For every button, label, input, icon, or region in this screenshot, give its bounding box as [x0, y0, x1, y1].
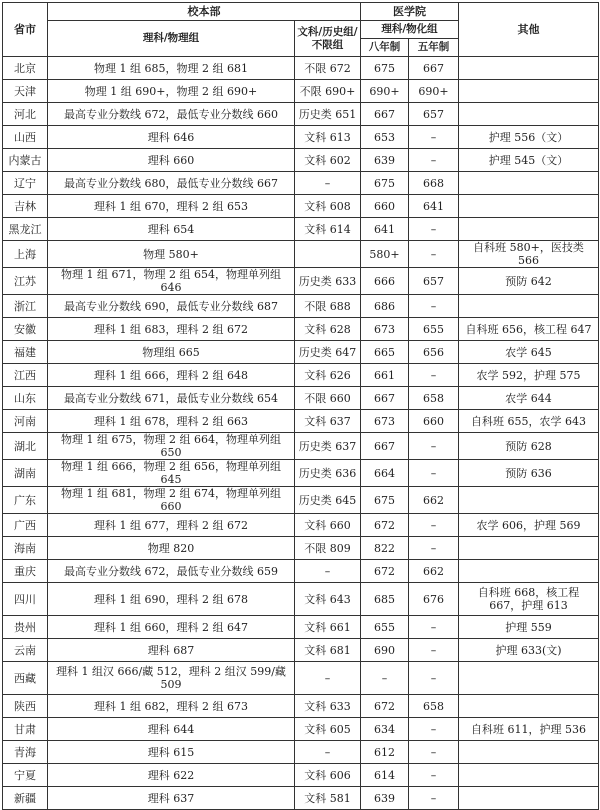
- liberal-history-cell: –: [295, 560, 361, 583]
- eight-year-cell: 675: [361, 487, 409, 514]
- liberal-history-cell: 历史类 637: [295, 433, 361, 460]
- other-cell: [459, 218, 599, 241]
- science-physics-cell: 最高专业分数线 672，最低专业分数线 660: [48, 103, 295, 126]
- eight-year-cell: 655: [361, 616, 409, 639]
- other-cell: [459, 103, 599, 126]
- five-year-cell: –: [409, 295, 459, 318]
- science-physics-cell: 理科 660: [48, 149, 295, 172]
- five-year-cell: 657: [409, 268, 459, 295]
- liberal-history-cell: 文科 581: [295, 787, 361, 810]
- five-year-cell: 690+: [409, 80, 459, 103]
- table-row: [3, 616, 599, 639]
- other-cell: [459, 172, 599, 195]
- eight-year-cell: 672: [361, 514, 409, 537]
- science-physics-cell: 物理 1 组 690+，物理 2 组 690+: [48, 80, 295, 103]
- eight-year-cell: 612: [361, 741, 409, 764]
- five-year-cell: 668: [409, 172, 459, 195]
- province-cell: 甘肃: [3, 718, 48, 741]
- province-cell: 辽宁: [3, 172, 48, 195]
- eight-year-cell: 685: [361, 583, 409, 616]
- province-cell: 上海: [3, 241, 48, 268]
- table-row: [3, 268, 599, 295]
- eight-year-cell: 660: [361, 195, 409, 218]
- other-cell: [459, 662, 599, 695]
- other-cell: 农学 592，护理 575: [459, 364, 599, 387]
- table-row: [3, 126, 599, 149]
- table-row: [3, 741, 599, 764]
- science-physics-cell: 理科 622: [48, 764, 295, 787]
- liberal-history-cell: 文科 613: [295, 126, 361, 149]
- eight-year-cell: 675: [361, 172, 409, 195]
- table-row: [3, 410, 599, 433]
- science-physics-cell: 理科 615: [48, 741, 295, 764]
- other-cell: [459, 80, 599, 103]
- province-cell: 云南: [3, 639, 48, 662]
- province-cell: 安徽: [3, 318, 48, 341]
- table-row: [3, 487, 599, 514]
- other-cell: 农学 606，护理 569: [459, 514, 599, 537]
- province-cell: 江西: [3, 364, 48, 387]
- five-year-cell: –: [409, 741, 459, 764]
- five-year-cell: 662: [409, 487, 459, 514]
- five-year-cell: –: [409, 149, 459, 172]
- five-year-cell: 656: [409, 341, 459, 364]
- other-cell: [459, 741, 599, 764]
- five-year-cell: 641: [409, 195, 459, 218]
- table-row: [3, 103, 599, 126]
- province-cell: 黑龙江: [3, 218, 48, 241]
- header-five-year: 五年制: [409, 39, 459, 57]
- five-year-cell: –: [409, 537, 459, 560]
- liberal-history-cell: 文科 608: [295, 195, 361, 218]
- science-physics-cell: 理科 1 组汉 666/藏 512，理科 2 组汉 599/藏 509: [48, 662, 295, 695]
- eight-year-cell: 580+: [361, 241, 409, 268]
- liberal-history-cell: 历史类 647: [295, 341, 361, 364]
- province-cell: 内蒙古: [3, 149, 48, 172]
- table-row: [3, 639, 599, 662]
- other-cell: 预防 636: [459, 460, 599, 487]
- five-year-cell: 658: [409, 695, 459, 718]
- table-row: [3, 718, 599, 741]
- eight-year-cell: 666: [361, 268, 409, 295]
- liberal-history-cell: 文科 626: [295, 364, 361, 387]
- liberal-history-cell: 不限 688: [295, 295, 361, 318]
- table-row: [3, 560, 599, 583]
- eight-year-cell: –: [361, 662, 409, 695]
- eight-year-cell: 639: [361, 787, 409, 810]
- province-cell: 河北: [3, 103, 48, 126]
- eight-year-cell: 639: [361, 149, 409, 172]
- eight-year-cell: 822: [361, 537, 409, 560]
- eight-year-cell: 672: [361, 695, 409, 718]
- other-cell: 自科班 668，核工程 667，护理 613: [459, 583, 599, 616]
- other-cell: 护理 556（文）: [459, 126, 599, 149]
- science-physics-cell: 理科 1 组 682，理科 2 组 673: [48, 695, 295, 718]
- five-year-cell: –: [409, 787, 459, 810]
- science-physics-cell: 物理 820: [48, 537, 295, 560]
- province-cell: 湖北: [3, 433, 48, 460]
- liberal-history-cell: 文科 643: [295, 583, 361, 616]
- table-row: [3, 460, 599, 487]
- science-physics-cell: 最高专业分数线 672，最低专业分数线 659: [48, 560, 295, 583]
- science-physics-cell: 物理 1 组 685，物理 2 组 681: [48, 57, 295, 80]
- liberal-history-cell: [295, 241, 361, 268]
- liberal-history-cell: 文科 628: [295, 318, 361, 341]
- province-cell: 山西: [3, 126, 48, 149]
- science-physics-cell: 理科 637: [48, 787, 295, 810]
- eight-year-cell: 665: [361, 341, 409, 364]
- science-physics-cell: 理科 1 组 677，理科 2 组 672: [48, 514, 295, 537]
- other-cell: [459, 487, 599, 514]
- province-cell: 青海: [3, 741, 48, 764]
- other-cell: [459, 787, 599, 810]
- other-cell: 预防 642: [459, 268, 599, 295]
- liberal-history-cell: 历史类 633: [295, 268, 361, 295]
- other-cell: 预防 628: [459, 433, 599, 460]
- science-physics-cell: 理科 1 组 660，理科 2 组 647: [48, 616, 295, 639]
- science-physics-cell: 理科 646: [48, 126, 295, 149]
- science-physics-cell: 理科 687: [48, 639, 295, 662]
- eight-year-cell: 672: [361, 560, 409, 583]
- eight-year-cell: 690: [361, 639, 409, 662]
- five-year-cell: –: [409, 433, 459, 460]
- five-year-cell: 667: [409, 57, 459, 80]
- province-cell: 江苏: [3, 268, 48, 295]
- province-cell: 浙江: [3, 295, 48, 318]
- table-row: [3, 787, 599, 810]
- other-cell: 自科班 580+，医技类 566: [459, 241, 599, 268]
- province-cell: 河南: [3, 410, 48, 433]
- liberal-history-cell: 不限 672: [295, 57, 361, 80]
- header-province: 省市: [3, 3, 48, 57]
- liberal-history-cell: 不限 660: [295, 387, 361, 410]
- liberal-history-cell: 文科 661: [295, 616, 361, 639]
- eight-year-cell: 673: [361, 318, 409, 341]
- table-row: [3, 433, 599, 460]
- science-physics-cell: 理科 644: [48, 718, 295, 741]
- liberal-history-cell: 历史类 651: [295, 103, 361, 126]
- liberal-history-cell: 文科 633: [295, 695, 361, 718]
- five-year-cell: –: [409, 718, 459, 741]
- eight-year-cell: 614: [361, 764, 409, 787]
- liberal-history-cell: 文科 637: [295, 410, 361, 433]
- five-year-cell: 658: [409, 387, 459, 410]
- eight-year-cell: 686: [361, 295, 409, 318]
- liberal-history-cell: 文科 614: [295, 218, 361, 241]
- table-row: [3, 341, 599, 364]
- science-physics-cell: 理科 1 组 678，理科 2 组 663: [48, 410, 295, 433]
- table-row: [3, 318, 599, 341]
- liberal-history-cell: 文科 660: [295, 514, 361, 537]
- liberal-history-cell: 文科 681: [295, 639, 361, 662]
- eight-year-cell: 641: [361, 218, 409, 241]
- other-cell: [459, 57, 599, 80]
- table-row: [3, 764, 599, 787]
- table-row: [3, 218, 599, 241]
- science-physics-cell: 理科 1 组 666，理科 2 组 648: [48, 364, 295, 387]
- other-cell: 农学 645: [459, 341, 599, 364]
- five-year-cell: –: [409, 218, 459, 241]
- province-cell: 广西: [3, 514, 48, 537]
- eight-year-cell: 661: [361, 364, 409, 387]
- liberal-history-cell: 文科 606: [295, 764, 361, 787]
- table-row: [3, 241, 599, 268]
- science-physics-cell: 最高专业分数线 671，最低专业分数线 654: [48, 387, 295, 410]
- science-physics-cell: 物理 1 组 681，物理 2 组 674，物理单列组 660: [48, 487, 295, 514]
- province-cell: 宁夏: [3, 764, 48, 787]
- header-eight-year: 八年制: [361, 39, 409, 57]
- five-year-cell: –: [409, 764, 459, 787]
- five-year-cell: –: [409, 460, 459, 487]
- province-cell: 重庆: [3, 560, 48, 583]
- province-cell: 天津: [3, 80, 48, 103]
- admission-score-table: [2, 2, 599, 810]
- table-row: [3, 149, 599, 172]
- other-cell: [459, 764, 599, 787]
- five-year-cell: –: [409, 616, 459, 639]
- liberal-history-cell: 历史类 636: [295, 460, 361, 487]
- province-cell: 四川: [3, 583, 48, 616]
- science-physics-cell: 理科 1 组 690，理科 2 组 678: [48, 583, 295, 616]
- table-row: [3, 662, 599, 695]
- table-row: [3, 80, 599, 103]
- other-cell: [459, 695, 599, 718]
- eight-year-cell: 667: [361, 433, 409, 460]
- science-physics-cell: 最高专业分数线 690，最低专业分数线 687: [48, 295, 295, 318]
- table-row: [3, 172, 599, 195]
- other-cell: 自科班 656，核工程 647: [459, 318, 599, 341]
- eight-year-cell: 664: [361, 460, 409, 487]
- science-physics-cell: 物理组 665: [48, 341, 295, 364]
- province-cell: 广东: [3, 487, 48, 514]
- liberal-history-cell: 文科 605: [295, 718, 361, 741]
- liberal-history-cell: 不限 690+: [295, 80, 361, 103]
- eight-year-cell: 675: [361, 57, 409, 80]
- province-cell: 新疆: [3, 787, 48, 810]
- table-row: [3, 537, 599, 560]
- header-science-physics: 理科/物理组: [48, 21, 295, 57]
- province-cell: 陕西: [3, 695, 48, 718]
- five-year-cell: 655: [409, 318, 459, 341]
- liberal-history-cell: 不限 809: [295, 537, 361, 560]
- table-row: [3, 57, 599, 80]
- science-physics-cell: 理科 654: [48, 218, 295, 241]
- five-year-cell: –: [409, 514, 459, 537]
- liberal-history-cell: –: [295, 662, 361, 695]
- header-other: 其他: [459, 3, 599, 57]
- other-cell: 自科班 611，护理 536: [459, 718, 599, 741]
- science-physics-cell: 理科 1 组 670，理科 2 组 653: [48, 195, 295, 218]
- eight-year-cell: 667: [361, 387, 409, 410]
- five-year-cell: –: [409, 639, 459, 662]
- five-year-cell: 676: [409, 583, 459, 616]
- liberal-history-cell: 历史类 645: [295, 487, 361, 514]
- science-physics-cell: 物理 1 组 666，物理 2 组 656，物理单列组 645: [48, 460, 295, 487]
- science-physics-cell: 物理 1 组 675，物理 2 组 664，物理单列组 650: [48, 433, 295, 460]
- province-cell: 吉林: [3, 195, 48, 218]
- province-cell: 山东: [3, 387, 48, 410]
- five-year-cell: –: [409, 364, 459, 387]
- liberal-history-cell: 文科 602: [295, 149, 361, 172]
- science-physics-cell: 最高专业分数线 680，最低专业分数线 667: [48, 172, 295, 195]
- five-year-cell: –: [409, 126, 459, 149]
- table-row: [3, 387, 599, 410]
- five-year-cell: 662: [409, 560, 459, 583]
- five-year-cell: –: [409, 241, 459, 268]
- science-physics-cell: 物理 580+: [48, 241, 295, 268]
- other-cell: 护理 633(文): [459, 639, 599, 662]
- eight-year-cell: 667: [361, 103, 409, 126]
- province-cell: 海南: [3, 537, 48, 560]
- other-cell: 农学 644: [459, 387, 599, 410]
- eight-year-cell: 690+: [361, 80, 409, 103]
- table-row: [3, 295, 599, 318]
- table-row: [3, 583, 599, 616]
- province-cell: 西藏: [3, 662, 48, 695]
- eight-year-cell: 653: [361, 126, 409, 149]
- table-row: [3, 514, 599, 537]
- eight-year-cell: 634: [361, 718, 409, 741]
- header-science-physchem: 理科/物化组: [361, 21, 459, 39]
- other-cell: 自科班 655，农学 643: [459, 410, 599, 433]
- table-row: [3, 195, 599, 218]
- liberal-history-cell: –: [295, 172, 361, 195]
- province-cell: 贵州: [3, 616, 48, 639]
- eight-year-cell: 673: [361, 410, 409, 433]
- header-medical-school: 医学院: [361, 3, 459, 21]
- province-cell: 北京: [3, 57, 48, 80]
- other-cell: [459, 537, 599, 560]
- liberal-history-cell: –: [295, 741, 361, 764]
- other-cell: [459, 195, 599, 218]
- table-row: [3, 364, 599, 387]
- science-physics-cell: 物理 1 组 671，物理 2 组 654，物理单列组 646: [48, 268, 295, 295]
- science-physics-cell: 理科 1 组 683，理科 2 组 672: [48, 318, 295, 341]
- five-year-cell: 660: [409, 410, 459, 433]
- province-cell: 湖南: [3, 460, 48, 487]
- province-cell: 福建: [3, 341, 48, 364]
- other-cell: 护理 545（文）: [459, 149, 599, 172]
- header-liberal-history: 文科/历史组/不限组: [295, 21, 361, 57]
- header-main-campus: 校本部: [48, 3, 361, 21]
- five-year-cell: 657: [409, 103, 459, 126]
- other-cell: [459, 295, 599, 318]
- other-cell: [459, 560, 599, 583]
- five-year-cell: –: [409, 662, 459, 695]
- other-cell: 护理 559: [459, 616, 599, 639]
- table-row: [3, 695, 599, 718]
